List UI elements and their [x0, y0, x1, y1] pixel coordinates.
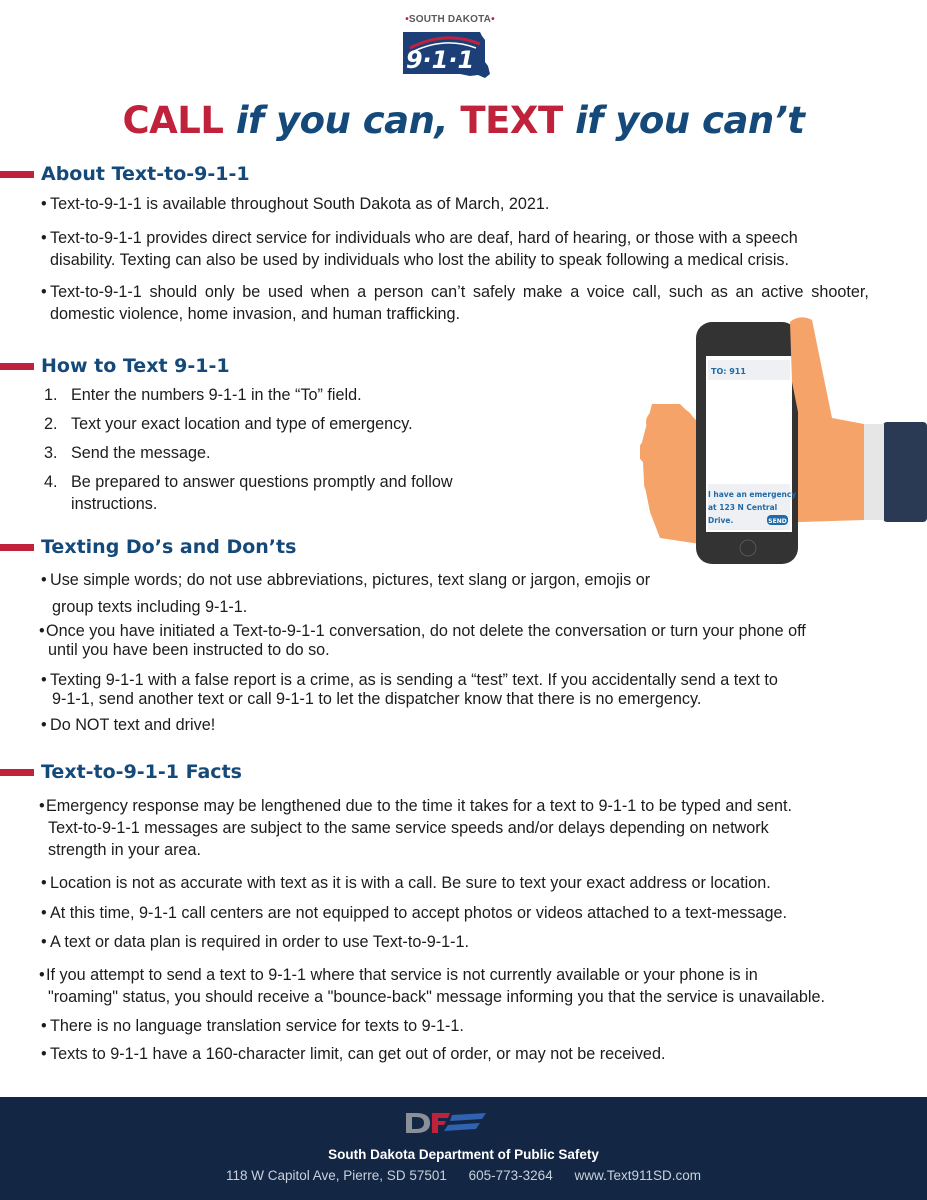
list-item: • Text-to-9-1-1 provides direct service for individuals who are deaf, hard of hearing, or those with a speech disability. Texting can also be used by individuals who lost the ability to speak following a medical crisis. [41, 229, 798, 269]
bullet-text: Text-to-9-1-1 is available throughout South Dakota as of March, 2021. [50, 195, 550, 213]
headline-if-you-can: if you can, [223, 99, 461, 142]
south-dakota-map-icon [400, 14, 500, 84]
hand-holding-phone-illustration [640, 312, 927, 570]
bullet-text: disability. Texting can also be used by individuals who lost the ability to speak following a medical crisis. [50, 251, 790, 269]
step-item [44, 413, 413, 435]
bullet-text: There is no language translation service for texts to 9-1-1. [50, 1017, 464, 1035]
bullet-text: domestic violence, home invasion, and human trafficking. [50, 305, 461, 323]
list-item: • Texting 9-1-1 with a false report is a crime, as is sending a “test” text. If you accidentally send a text to 9-1-1, send another text or call 9-1-1 to let the dispatcher know that there is no emergency. [41, 671, 778, 708]
list-item: •If you attempt to send a text to 9-1-1 where that service is not currently available or your phone is in "roaming" status, you should receive a "bounce-back" message informing you that the service is unavailable. [39, 966, 826, 1006]
step-item [44, 442, 210, 464]
step-number: 3. [44, 444, 58, 462]
bullet-text: "roaming" status, you should receive a "bounce-back" message informing you that the service is unavailable. [48, 988, 826, 1006]
list-item: • At this time, 9-1-1 call centers are not equipped to accept photos or videos attached to a text-message. [41, 904, 787, 922]
bullet-text: Use simple words; do not use abbreviations, pictures, text slang or jargon, emojis or [50, 571, 651, 589]
list-item: • Texts to 9-1-1 have a 160-character limit, can get out of order, or may not be received. [41, 1045, 666, 1063]
phone-message-line: I have an emergency [708, 490, 797, 499]
page-headline [0, 96, 927, 146]
bullet-text: group texts including 9-1-1. [52, 598, 248, 616]
list-item: •Once you have initiated a Text-to-9-1-1 conversation, do not delete the conversation or turn your phone off until you have been instructed to do so. [39, 622, 806, 659]
section-facts-heading [0, 759, 242, 785]
bullet-text: 9-1-1, send another text or call 9-1-1 to let the dispatcher know that there is no emergency. [52, 690, 702, 708]
bullet-text: Location is not as accurate with text as it is with a call. Be sure to text your exact address or location. [50, 874, 771, 892]
section-dos-heading [0, 534, 296, 560]
section-title: Text-to-9-1-1 Facts [41, 761, 242, 783]
step-text: Enter the numbers 9-1-1 in the “To” field. [71, 386, 362, 404]
headline-call: CALL [122, 99, 224, 142]
bullet-text: Text-to-9-1-1 should only be used when a person can’t safely make a voice call, such as an active shooter, [50, 283, 869, 301]
headline-if-you-cant: if you can’t [562, 99, 805, 142]
list-item: • Location is not as accurate with text as it is with a call. Be sure to text your exact address or location. [41, 874, 771, 892]
section-accent-bar [0, 171, 34, 178]
hand-phone-icon [640, 312, 927, 570]
list-item: • There is no language translation service for texts to 9-1-1. [41, 1017, 464, 1035]
step-text: Be prepared to answer questions promptly and follow [71, 473, 453, 491]
bullet-text: If you attempt to send a text to 9-1-1 where that service is not currently available or your phone is in [46, 966, 758, 984]
step-number: 2. [44, 415, 58, 433]
step-item [44, 384, 362, 406]
phone-message-line: at 123 N Central [708, 503, 778, 512]
list-item: • Use simple words; do not use abbreviations, pictures, text slang or jargon, emojis or group texts including 9-1-1. [41, 567, 650, 621]
south-dakota-911-logo [400, 14, 500, 84]
bullet-text: Emergency response may be lengthened due to the time it takes for a text to 9-1-1 to be typed and sent. [46, 797, 792, 815]
section-accent-bar [0, 769, 34, 776]
step-text: instructions. [71, 495, 158, 513]
bullet-text: A text or data plan is required in order to use Text-to-9-1-1. [50, 933, 469, 951]
list-item: •Emergency response may be lengthened due to the time it takes for a text to 9-1-1 to be typed and sent. Text-to-9-1-1 messages are subject to the same service speeds and/or delays depending on network strength in your area. [39, 797, 792, 859]
phone-send-label: SEND [768, 518, 787, 525]
logo-top-text: •SOUTH DAKOTA• [405, 14, 495, 25]
dps-logo-icon [404, 1109, 488, 1137]
bullet-text: Texts to 9-1-1 have a 160-character limit, can get out of order, or may not be received. [50, 1045, 666, 1063]
bullet-text: Texting 9-1-1 with a false report is a crime, as is sending a “test” text. If you accidentally send a text to [50, 671, 778, 689]
step-text: Text your exact location and type of emergency. [71, 415, 413, 433]
bullet-text: Text-to-9-1-1 messages are subject to the same service speeds and/or delays depending on network [48, 819, 769, 837]
bullet-text: until you have been instructed to do so. [48, 641, 330, 659]
section-about-heading [0, 161, 250, 187]
list-item: • Text-to-9-1-1 is available throughout South Dakota as of March, 2021. [41, 195, 550, 213]
footer-contact [0, 1168, 927, 1183]
footer-phone: 605-773-3264 [468, 1168, 553, 1183]
bullet-text: Once you have initiated a Text-to-9-1-1 conversation, do not delete the conversation or turn your phone off [46, 622, 806, 640]
phone-to-field: TO: 911 [711, 367, 746, 376]
bullet-text: At this time, 9-1-1 call centers are not equipped to accept photos or videos attached to a text-message. [50, 904, 787, 922]
section-title: How to Text 9-1-1 [41, 355, 230, 377]
step-text: Send the message. [71, 444, 211, 462]
headline-text: TEXT [460, 99, 563, 142]
list-item: • Do NOT text and drive! [41, 716, 216, 734]
section-title: About Text-to-9-1-1 [41, 163, 250, 185]
bullet-text: strength in your area. [48, 841, 201, 859]
footer-website-link[interactable]: www.Text911SD.com [574, 1168, 702, 1183]
section-accent-bar [0, 544, 34, 551]
footer-org-name: South Dakota Department of Public Safety [328, 1147, 599, 1162]
logo-number: 9·1·1 [405, 46, 475, 74]
logo-state-name: SOUTH DAKOTA [408, 14, 492, 25]
bullet-text: Do NOT text and drive! [50, 716, 216, 734]
step-number: 1. [44, 386, 58, 404]
section-title: Texting Do’s and Don’ts [41, 536, 297, 558]
page-footer [0, 1097, 927, 1200]
section-how-heading [0, 353, 230, 379]
list-item: • Text-to-9-1-1 should only be used when a person can’t safely make a voice call, such as an active shooter, domestic violence, home invasion, and human trafficking. [41, 283, 869, 323]
section-accent-bar [0, 363, 34, 370]
step-item [44, 471, 453, 515]
phone-message-line: Drive. [708, 516, 734, 525]
list-item: • A text or data plan is required in order to use Text-to-9-1-1. [41, 933, 469, 951]
bullet-text: Text-to-9-1-1 provides direct service for individuals who are deaf, hard of hearing, or those with a speech [50, 229, 798, 247]
step-number: 4. [44, 473, 58, 491]
footer-address: 118 W Capitol Ave, Pierre, SD 57501 [225, 1168, 447, 1183]
